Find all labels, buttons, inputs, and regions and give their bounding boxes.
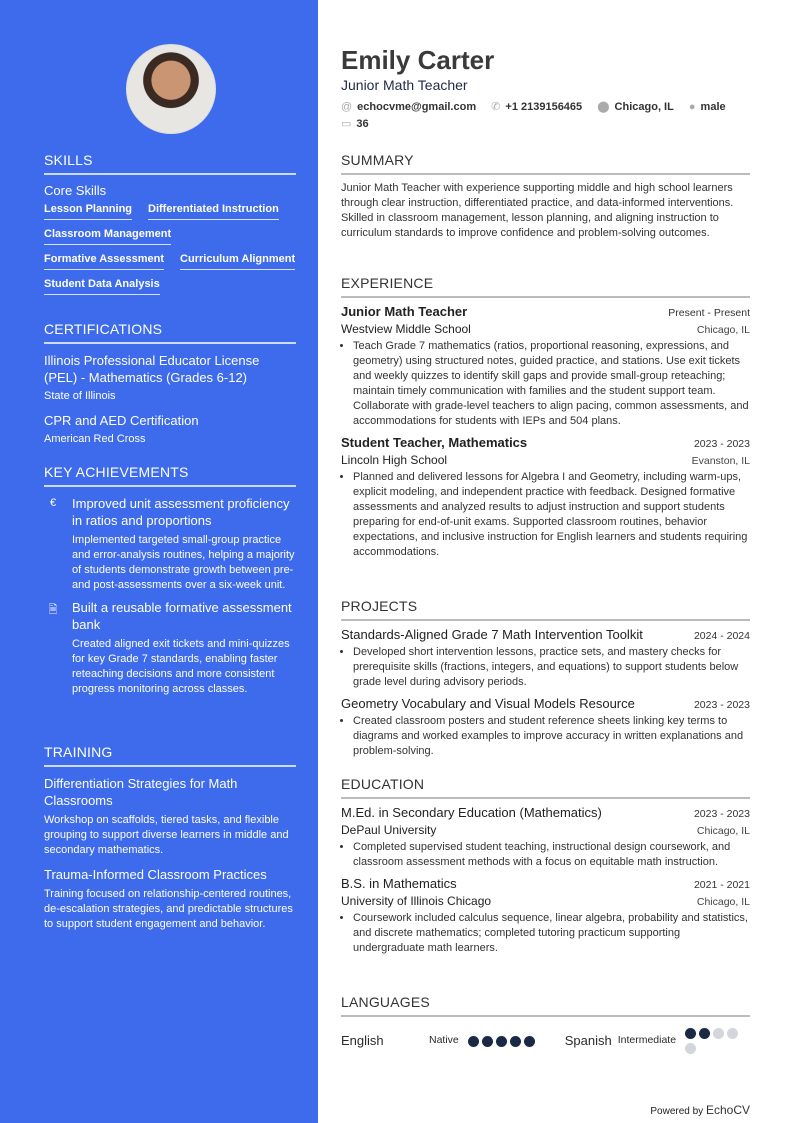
- phone-icon: ✆: [491, 101, 501, 113]
- entry-dates: 2023 - 2023: [693, 699, 750, 711]
- entry-title: B.S. in Mathematics: [341, 876, 457, 891]
- entry-header: [341, 876, 750, 891]
- bullet-item: • Planned and delivered lessons for Algebra I and Geometry, including warm-ups, explicit modeling, and independent practice with feedback. Designed formative assessments and analyzed results to adjust instruction and support students preparing for end-of-unit exams. Supported classroom routines, behavior expectations, and inclusive instruction for English learners and students requiring accommodations.: [353, 470, 750, 560]
- entry-dates: 2023 - 2023: [693, 438, 750, 450]
- entry-title: Junior Math Teacher: [341, 304, 468, 319]
- skills-section: [44, 152, 296, 295]
- skills-group: Core Skills: [44, 183, 107, 198]
- language-item: [341, 1033, 549, 1048]
- experience-heading: EXPERIENCE: [341, 275, 750, 298]
- coin-icon: €: [49, 497, 57, 509]
- rating-dot-filled: [468, 1036, 479, 1047]
- training-desc: Workshop on scaffolds, tiered tasks, and flexible grouping to support diverse learners in middle and secondary mathematics.: [44, 814, 289, 856]
- training-title: Trauma-Informed Classroom Practices: [44, 867, 267, 882]
- location: Chicago, IL: [614, 101, 674, 113]
- email[interactable]: echocvme@gmail.com: [357, 101, 477, 113]
- entry-title: Geometry Vocabulary and Visual Models Resource: [341, 696, 635, 711]
- summary-text: Junior Math Teacher with experience supporting middle and high school learners through clear instruction, differentiated practice, and data-informed interventions. Skilled in classroom management, lesson planning, and aligning instruction to curriculum standards to improve confidence and problem-solving outcomes.: [341, 182, 734, 239]
- document-icon: 🗎: [48, 604, 58, 616]
- entry-title: M.Ed. in Secondary Education (Mathematics): [341, 805, 602, 820]
- entry-bullets: [341, 645, 750, 690]
- entry-bullets: [341, 911, 750, 956]
- projects-heading: PROJECTS: [341, 598, 750, 621]
- entry-organization: Lincoln High School: [341, 453, 448, 467]
- education-section: [341, 776, 750, 962]
- skill-chip: Differentiated Instruction: [148, 203, 279, 220]
- candidate-name: Emily Carter: [341, 45, 495, 75]
- rating-dot-empty: [727, 1028, 738, 1039]
- entry-header: [341, 805, 750, 820]
- projects-section: [341, 598, 750, 765]
- bullet-item: • Created classroom posters and student reference sheets linking key terms to diagrams and worked examples to improve accuracy in written explanations and problem-solving.: [353, 714, 750, 759]
- language-item: [565, 1025, 750, 1055]
- rating-dot-filled: [524, 1036, 535, 1047]
- profile-photo: [126, 44, 216, 134]
- calendar-icon: ▭: [341, 118, 352, 130]
- skill-chip: Formative Assessment: [44, 253, 164, 270]
- entry-bullets: [341, 840, 750, 870]
- skill-chip: Lesson Planning: [44, 203, 132, 220]
- brand-link[interactable]: EchoCV: [705, 1103, 750, 1117]
- training-section: [44, 744, 296, 932]
- training-heading: TRAINING: [44, 744, 296, 767]
- language-level: Intermediate: [617, 1034, 677, 1046]
- entry-location: Chicago, IL: [696, 825, 750, 837]
- rating-dot-filled: [685, 1028, 696, 1039]
- certification-title: Illinois Professional Educator License (PEL) - Mathematics (Grades 6-12): [44, 353, 260, 385]
- achievements-section: [44, 464, 296, 697]
- rating-dot-empty: [713, 1028, 724, 1039]
- education-heading: EDUCATION: [341, 776, 750, 799]
- languages-heading: LANGUAGES: [341, 994, 750, 1017]
- achievement-desc: Created aligned exit tickets and mini-quizzes for key Grade 7 standards, enabling faster reteaching decisions and more consistent progress monitoring across classes.: [72, 638, 290, 695]
- rating-dot-filled: [699, 1028, 710, 1039]
- powered-by: Powered by: [650, 1106, 704, 1117]
- certification-issuer: American Red Cross: [44, 433, 146, 445]
- rating-dot-filled: [510, 1036, 521, 1047]
- entry-dates: Present - Present: [668, 307, 750, 319]
- achievements-heading: KEY ACHIEVEMENTS: [44, 464, 296, 487]
- entry-title: Student Teacher, Mathematics: [341, 435, 528, 450]
- contact-info: [341, 99, 738, 133]
- certifications-heading: CERTIFICATIONS: [44, 321, 296, 344]
- entry-subheader: [341, 823, 750, 837]
- entry-header: [341, 627, 750, 642]
- footer: [650, 1103, 750, 1117]
- bullet-item: • Teach Grade 7 mathematics (ratios, proportional reasoning, expressions, and geometry) using structured notes, guided practice, and stations. Use exit tickets and weekly quizzes to identify skill gaps and provide small-group reteaching; maintain timely communication with families and the student support team. Collaborate with grade-level teachers to align pacing, common assessments, and accommodations for students with IEPs and 504 plans.: [353, 339, 750, 429]
- entry-header: [341, 304, 750, 319]
- entry-bullets: [341, 339, 750, 429]
- language-name: Spanish: [564, 1032, 612, 1048]
- skill-chip: Student Data Analysis: [44, 278, 160, 295]
- phone[interactable]: +1 2139156465: [505, 101, 583, 113]
- entry-bullets: [341, 714, 750, 759]
- achievement-title: Built a reusable formative assessment bank: [72, 600, 292, 632]
- entry-bullets: [341, 470, 750, 560]
- language-rating: [682, 1025, 750, 1055]
- entry-dates: 2024 - 2024: [693, 630, 750, 642]
- email-icon: @: [341, 101, 353, 113]
- languages-section: [341, 994, 750, 1055]
- entry-dates: 2021 - 2021: [693, 879, 750, 891]
- entry-location: Evanston, IL: [691, 455, 750, 467]
- training-title: Differentiation Strategies for Math Classrooms: [44, 776, 238, 808]
- entry-organization: University of Illinois Chicago: [341, 894, 492, 908]
- entry-subheader: [341, 322, 750, 336]
- language-rating: [465, 1033, 535, 1048]
- entry-title: Standards-Aligned Grade 7 Math Intervention Toolkit: [341, 627, 643, 642]
- certifications-section: [44, 321, 296, 447]
- achievement-item: [44, 599, 296, 697]
- gender: male: [700, 101, 726, 113]
- entry-header: [341, 696, 750, 711]
- entry-dates: 2023 - 2023: [693, 808, 750, 820]
- entry-subheader: [341, 453, 750, 467]
- achievement-item: [44, 495, 296, 593]
- age: 36: [356, 118, 369, 130]
- bullet-item: • Developed short intervention lessons, practice sets, and mastery checks for prerequisite skills (fractions, integers, and equations) to support students below grade level during advisory periods.: [353, 645, 750, 690]
- person-icon: ●: [688, 101, 696, 113]
- skill-chip: Curriculum Alignment: [180, 253, 295, 270]
- achievement-desc: Implemented targeted small-group practice and error-analysis routines, helping a majority of students demonstrate growth between pre- and post-assessments over a six-week unit.: [72, 534, 295, 591]
- entry-header: [341, 435, 750, 450]
- location-icon: ⬤: [597, 101, 610, 113]
- bullet-item: • Completed supervised student teaching, instructional design coursework, and classroom assessment methods with a focus on equitable math instruction.: [353, 840, 750, 870]
- entry-organization: Westview Middle School: [341, 322, 471, 336]
- certification-title: CPR and AED Certification: [44, 413, 199, 428]
- bullet-item: • Coursework included calculus sequence, linear algebra, probability and statistics, and discrete mathematics; completed tutoring practicum supporting undergraduate math learners.: [353, 911, 750, 956]
- sidebar: [0, 0, 318, 1123]
- skill-chip: Classroom Management: [44, 228, 171, 245]
- entry-location: Chicago, IL: [696, 324, 750, 336]
- experience-section: [341, 275, 750, 566]
- language-level: Native: [429, 1034, 459, 1046]
- skills-heading: SKILLS: [44, 152, 296, 175]
- summary-section: [341, 152, 750, 241]
- language-name: English: [341, 1032, 384, 1048]
- certification-issuer: State of Illinois: [44, 390, 116, 402]
- entry-location: Chicago, IL: [696, 896, 750, 908]
- candidate-title: Junior Math Teacher: [341, 77, 468, 93]
- rating-dot-empty: [685, 1043, 696, 1054]
- training-desc: Training focused on relationship-centered routines, de-escalation strategies, and predictable structures to support student engagement and behavior.: [44, 888, 293, 930]
- achievement-title: Improved unit assessment proficiency in ratios and proportions: [72, 496, 290, 528]
- rating-dot-filled: [482, 1036, 493, 1047]
- rating-dot-filled: [496, 1036, 507, 1047]
- entry-organization: DePaul University: [341, 823, 437, 837]
- entry-subheader: [341, 894, 750, 908]
- summary-heading: SUMMARY: [341, 152, 750, 175]
